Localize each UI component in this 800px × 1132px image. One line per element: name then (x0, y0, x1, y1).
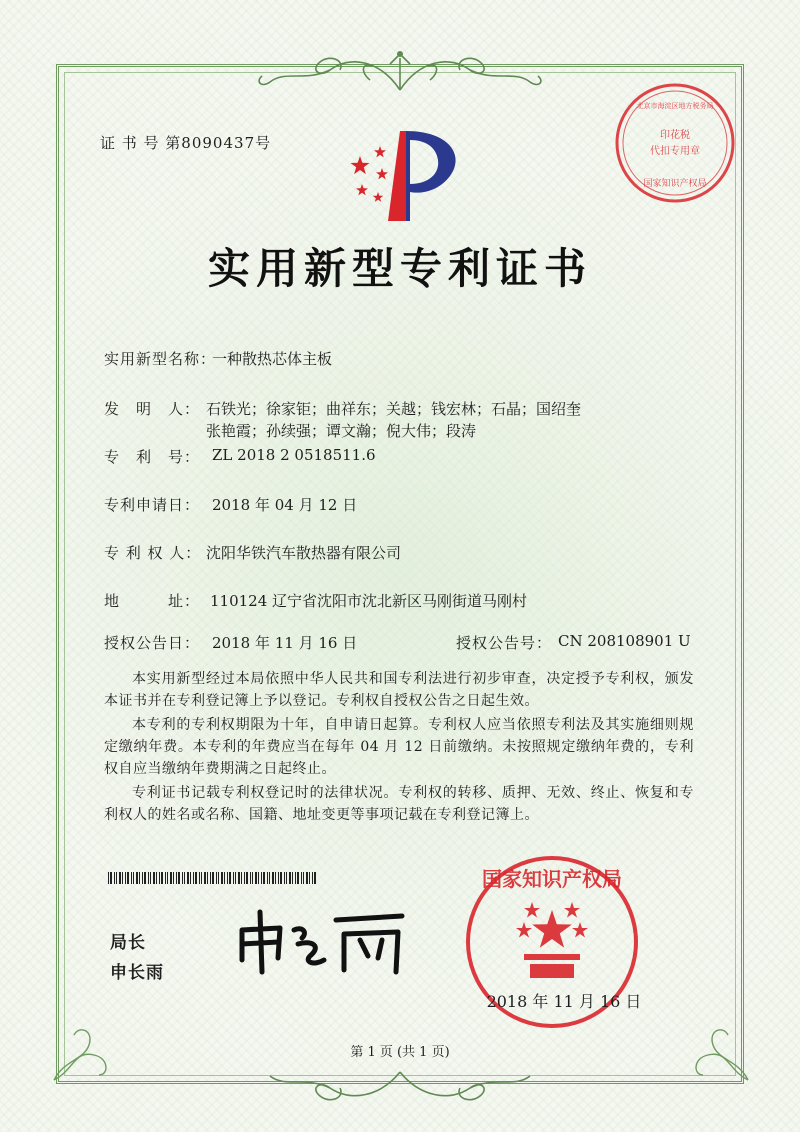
paragraph-1: 本实用新型经过本局依照中华人民共和国专利法进行初步审查，决定授予专利权，颁发本证书并在专利登记簿上予以登记。专利权自授权公告之日起生效。 (104, 671, 694, 709)
grant-number-label: 授权公告号： (456, 634, 553, 652)
handwritten-signature (232, 900, 412, 980)
address-value: 110124 辽宁省沈阳市沈北新区马刚街道马刚村 (210, 592, 528, 610)
svg-text:北京市海淀区地方税务局: 北京市海淀区地方税务局 (636, 102, 714, 110)
barcode (108, 872, 318, 884)
cnipa-logo-icon (340, 126, 470, 226)
paragraph-3: 专利证书记载专利权登记时的法律状况。专利权的转移、质押、无效、终止、恢复和专利权人的姓名或名称、国籍、地址变更等事项记载在专利登记簿上。 (104, 785, 694, 823)
inventor-line-2: 张艳霞；孙续强；谭文瀚；倪大伟；段涛 (206, 422, 477, 440)
patent-number-value: ZL 2018 2 0518511.6 (212, 446, 376, 464)
apply-date-value: 2018 年 04 月 12 日 (212, 496, 358, 514)
svg-text:国家知识产权局: 国家知识产权局 (643, 179, 707, 189)
tax-stamp (610, 78, 740, 208)
top-ornament (250, 40, 550, 100)
grant-date-value: 2018 年 11 月 16 日 (212, 634, 358, 652)
signatory-title: 局长 (110, 933, 146, 953)
svg-text:代扣专用章: 代扣专用章 (650, 146, 700, 157)
paragraph-2: 本专利的专利权期限为十年，自申请日起算。专利权人应当依照专利法及其实施细则规定缴纳年费。本专利的年费应当在每年 04 月 12 日前缴纳。未按照规定缴纳年费的，专利权自应当缴纳年费期满之日起终止。 (104, 717, 694, 777)
svg-text:国家知识产权局: 国家知识产权局 (482, 867, 622, 891)
name-label: 实用新型名称： (104, 350, 217, 368)
certificate-number: 证 书 号 第8090437号 (100, 134, 272, 152)
patent-number-label: 专 利 号： (104, 448, 201, 466)
grant-number-value: CN 208108901 U (558, 632, 691, 650)
svg-text:印花税: 印花税 (660, 130, 690, 141)
address-label: 地 址： (104, 592, 201, 610)
page-footer: 第 1 页 (共 1 页) (350, 1045, 450, 1060)
certificate-title: 实用新型专利证书 (207, 244, 592, 293)
owner-label: 专 利 权 人： (104, 544, 202, 562)
name-value: 一种散热芯体主板 (212, 350, 333, 368)
apply-date-label: 专利申请日： (104, 496, 201, 514)
inventor-label: 发 明 人： (104, 400, 201, 418)
stamp-date: 2018 年 11 月 16 日 (486, 992, 642, 1011)
bottom-ornament (250, 1062, 550, 1112)
signatory-name: 申长雨 (110, 963, 164, 983)
grant-date-label: 授权公告日： (104, 634, 201, 652)
owner-value: 沈阳华铁汽车散热器有限公司 (206, 544, 402, 562)
inventor-line-1: 石铁光；徐家钜；曲祥东；关越；钱宏林；石晶；国绍奎 (206, 400, 582, 418)
